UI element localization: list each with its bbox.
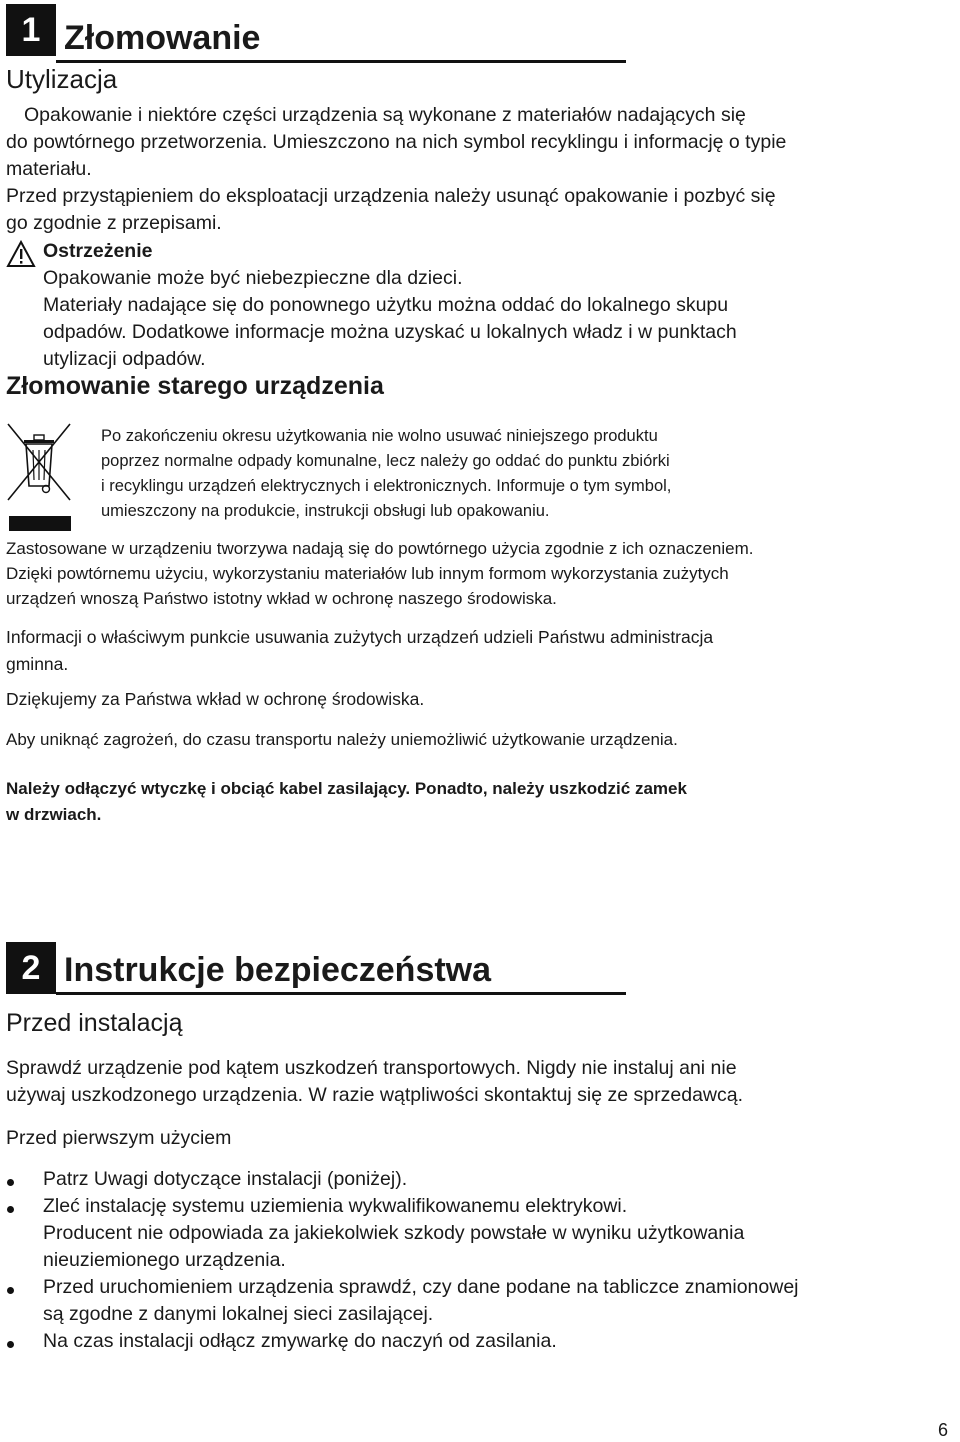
section-rule — [56, 992, 626, 995]
hazard-paragraph: Aby uniknąć zagrożeń, do czasu transportu należy uniemożliwić użytkowanie urządzenia. — [6, 730, 678, 749]
list-item: Patrz Uwagi dotyczące instalacji (poniżej). — [0, 1166, 960, 1193]
weee-paragraph: Po zakończeniu okresu użytkowania nie wolno usuwać niniejszego produktu poprzez normalne odpady komunalne, lecz należy go oddać do punktu zbiórki i recyklingu urządzeń elektrycznych i elektronicznych. Informuje o tym symbol, umieszczony na produkcie, instrukcji obsługi lub opakowaniu. — [101, 427, 672, 520]
first-use-heading: Przed pierwszym użyciem — [6, 1127, 232, 1149]
section-number-box — [6, 4, 56, 56]
list-item: Przed uruchomieniem urządzenia sprawdź, czy dane podane na tabliczce znamionowej są zgodne z danymi lokalnej sieci zasilającej. — [0, 1274, 960, 1328]
disposal-heading: Złomowanie starego urządzenia — [6, 372, 384, 400]
list-item: Na czas instalacji odłącz zmywarkę do naczyń od zasilania. — [0, 1328, 960, 1355]
warning-title: Ostrzeżenie — [43, 240, 153, 262]
info-paragraph: Informacji o właściwym punkcie usuwania zużytych urządzeń udzieli Państwu administracja gminna. — [6, 627, 714, 674]
bullet-icon — [7, 1206, 14, 1213]
bullet-icon — [7, 1287, 14, 1294]
weee-crossed-bin-icon — [6, 420, 72, 532]
bullet-icon — [7, 1341, 14, 1348]
page-number: 6 — [938, 1420, 949, 1440]
thanks-paragraph: Dziękujemy za Państwa wkład w ochronę środowiska. — [6, 689, 425, 709]
section-number: 2 — [21, 949, 41, 987]
section-subtitle: Przed instalacją — [6, 1009, 183, 1037]
transport-damage-paragraph: Sprawdź urządzenie pod kątem uszkodzeń transportowych. Nigdy nie instaluj ani nie używaj uszkodzonego urządzenia. W razie wątpliwości skontaktuj się ze sprzedawcą. — [6, 1057, 744, 1106]
warning-block: Ostrzeżenie Opakowanie może być niebezpieczne dla dzieci. Materiały nadające się do ponownego użytku można oddać do lokalnego skupu odpadów. Dodatkowe informacje można uzyskać u lokalnych władz i w punktach utylizacji odpadów. — [43, 238, 943, 373]
warning-icon — [6, 240, 36, 268]
section-subtitle: Utylizacja — [6, 64, 118, 94]
section-rule — [56, 60, 626, 63]
list-item: Zleć instalację systemu uziemienia wykwalifikowanemu elektrykowi. Producent nie odpowiada za jakiekolwiek szkody powstałe w wyniku użytkowania nieuziemionego urządzenia. — [0, 1193, 960, 1274]
section-title: Złomowanie — [64, 19, 261, 57]
intro-paragraph: Opakowanie i niektóre części urządzenia są wykonane z materiałów nadających się do powtórnego przetworzenia. Umieszczono na nich symbol recyklingu i informację o typie materiału. Przed przystąpieniem do eksploatacji urządzenia należy usunąć opakowanie i pozbyć się go zgodnie z przepisami. — [6, 104, 787, 234]
cut-cable-paragraph: Należy odłączyć wtyczkę i obciąć kabel zasilający. Ponadto, należy uszkodzić zamek w drzwiach. — [6, 779, 687, 824]
plastics-paragraph: Zastosowane w urządzeniu tworzywa nadają się do powtórnego użycia zgodnie z ich oznaczeniem. Dzięki powtórnemu użyciu, wykorzystaniu materiałów lub innym formom wykorzystania zużytych urządzeń wnoszą Państwo istotny wkład w ochronę naszego środowiska. — [6, 539, 754, 608]
bullet-list — [0, 1166, 960, 1355]
section-number-box — [6, 942, 56, 994]
section-title: Instrukcje bezpieczeństwa — [64, 951, 492, 989]
section-number: 1 — [21, 11, 41, 49]
bullet-icon — [7, 1179, 14, 1186]
